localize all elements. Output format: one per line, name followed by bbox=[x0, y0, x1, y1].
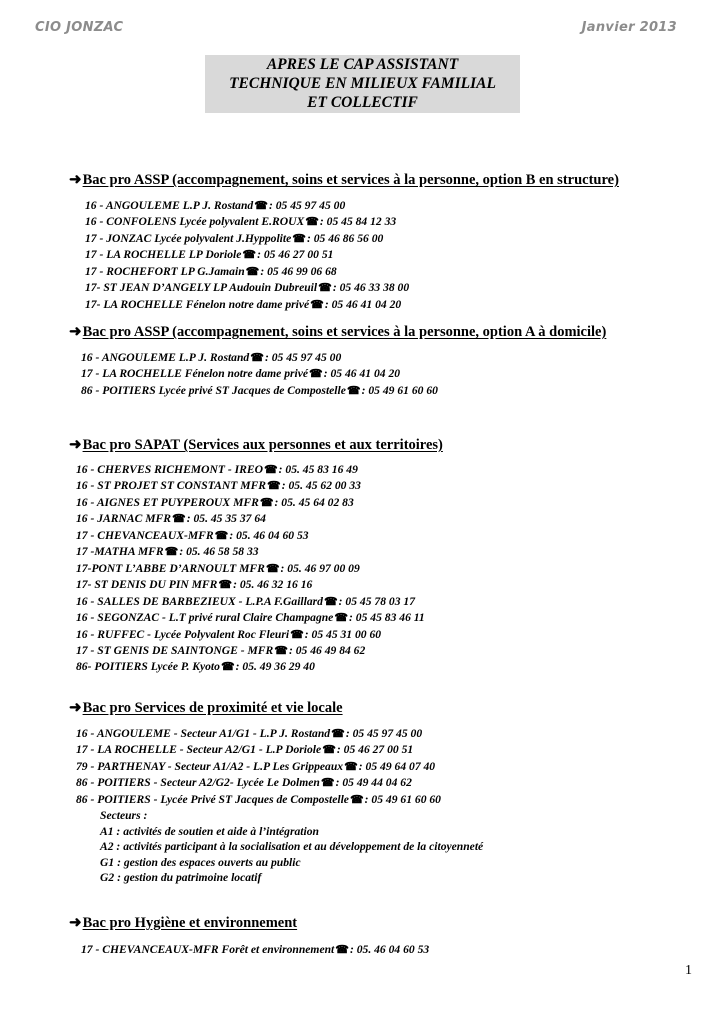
school-name: 17 - JONZAC Lycée polyvalent J.Hyppolite bbox=[85, 231, 292, 245]
phone-number: : 05. 45 64 02 83 bbox=[274, 495, 354, 509]
telephone-icon: ☎ bbox=[309, 368, 323, 381]
telephone-icon: ☎ bbox=[320, 777, 335, 790]
school-entry bbox=[76, 478, 425, 494]
telephone-icon: ☎ bbox=[274, 644, 288, 657]
school-entry bbox=[76, 643, 425, 659]
telephone-icon: ☎ bbox=[263, 464, 278, 476]
school-name: 16 - ST PROJET ST CONSTANT MFR bbox=[76, 479, 267, 493]
school-list bbox=[81, 942, 429, 958]
school-entry bbox=[81, 350, 438, 366]
telephone-icon: ☎ bbox=[318, 282, 332, 295]
school-list bbox=[81, 350, 438, 399]
school-name: 17 - CHEVANCEAUX-MFR Forêt et environnement bbox=[81, 943, 335, 956]
sector-note: G1 : gestion des espaces ouverts au public bbox=[100, 855, 301, 869]
school-name: 17 - ROCHEFORT LP G.Jamain bbox=[85, 264, 245, 278]
phone-number: : 05. 46 04 60 53 bbox=[229, 528, 309, 542]
telephone-icon: ☎ bbox=[172, 513, 186, 526]
telephone-icon: ☎ bbox=[259, 496, 274, 509]
school-name: 16 - ANGOULEME - Secteur A1/G1 - L.P J. Rostand bbox=[76, 727, 331, 740]
phone-number: : 05 46 27 00 51 bbox=[257, 248, 334, 262]
telephone-icon: ☎ bbox=[245, 265, 260, 278]
section-heading bbox=[69, 913, 297, 932]
section-heading-text: Bac pro Services de proximité et vie locale bbox=[82, 700, 343, 716]
section-heading-text: Bac pro ASSP (accompagnement, soins et services à la personne, option A à domicile) bbox=[82, 324, 607, 340]
school-entry bbox=[76, 627, 425, 643]
phone-number: : 05. 45 35 37 64 bbox=[186, 512, 266, 526]
telephone-icon: ☎ bbox=[346, 384, 361, 397]
school-name: 17 - LA ROCHELLE - Secteur A2/G1 - L.P Doriole bbox=[76, 743, 322, 757]
school-entry bbox=[76, 544, 425, 560]
telephone-icon: ☎ bbox=[250, 352, 264, 364]
school-entry bbox=[76, 610, 425, 626]
sector-note: A1 : activités de soutien et aide à l’intégration bbox=[100, 824, 319, 838]
phone-number: : 05 45 31 00 60 bbox=[304, 627, 382, 641]
telephone-icon: ☎ bbox=[322, 744, 336, 757]
school-list bbox=[76, 726, 483, 886]
telephone-icon: ☎ bbox=[323, 595, 338, 608]
school-name: 16 - ANGOULEME L.P J. Rostand bbox=[81, 351, 250, 364]
school-name: 17- LA ROCHELLE Fénelon notre dame privé bbox=[85, 297, 310, 311]
school-name: 17-PONT L’ABBE D’ARNOULT MFR bbox=[76, 561, 265, 575]
school-entry bbox=[76, 659, 425, 675]
phone-number: : 05 46 49 84 62 bbox=[288, 643, 366, 657]
right-arrow-icon: ➜ bbox=[69, 700, 82, 716]
school-entry bbox=[85, 231, 409, 247]
section-heading bbox=[69, 322, 606, 341]
phone-number: : 05 45 83 46 11 bbox=[349, 611, 425, 625]
section-heading-text: Bac pro ASSP (accompagnement, soins et services à la personne, option B en structure) bbox=[82, 172, 619, 188]
school-name: 86 - POITIERS - Lycée Privé ST Jacques de Compostelle bbox=[76, 792, 349, 806]
school-name: 17 -MATHA MFR bbox=[76, 545, 164, 559]
header-right: Janvier 2013 bbox=[581, 20, 677, 35]
phone-number: : 05 45 84 12 33 bbox=[319, 215, 397, 229]
sector-note: G2 : gestion du patrimoine locatif bbox=[100, 871, 262, 885]
school-entry bbox=[76, 495, 425, 511]
phone-number: : 05 46 33 38 00 bbox=[332, 281, 410, 295]
school-name: 16 - AIGNES ET PUYPEROUX MFR bbox=[76, 495, 259, 509]
phone-number: : 05 45 78 03 17 bbox=[338, 594, 415, 608]
school-entry bbox=[81, 383, 438, 399]
school-entry bbox=[76, 462, 425, 478]
school-entry bbox=[76, 511, 425, 527]
phone-number: : 05. 45 62 00 33 bbox=[281, 479, 361, 493]
school-list bbox=[76, 462, 425, 676]
school-entry bbox=[76, 726, 483, 742]
school-name: 16 - ANGOULEME L.P J. Rostand bbox=[85, 199, 254, 212]
header-left: CIO JONZAC bbox=[35, 20, 124, 35]
school-name: 16 - RUFFEC - Lycée Polyvalent Roc Fleuri bbox=[76, 627, 290, 641]
page-number: 1 bbox=[685, 963, 692, 978]
phone-number: : 05 46 41 04 20 bbox=[324, 297, 402, 311]
school-name: 17 - ST GENIS DE SAINTONGE - MFR bbox=[76, 643, 274, 657]
school-entry bbox=[76, 759, 483, 775]
telephone-icon: ☎ bbox=[218, 579, 233, 592]
telephone-icon: ☎ bbox=[344, 760, 358, 773]
right-arrow-icon: ➜ bbox=[69, 172, 82, 188]
school-entry bbox=[81, 942, 429, 958]
school-entry bbox=[85, 297, 409, 313]
school-name: 17- ST JEAN D’ANGELY LP Audouin Dubreuil bbox=[85, 281, 318, 295]
telephone-icon: ☎ bbox=[292, 232, 306, 245]
telephone-icon: ☎ bbox=[267, 480, 281, 493]
telephone-icon: ☎ bbox=[254, 200, 268, 212]
right-arrow-icon: ➜ bbox=[69, 915, 82, 931]
telephone-icon: ☎ bbox=[334, 612, 349, 625]
school-entry bbox=[85, 247, 409, 263]
school-entry bbox=[85, 280, 409, 296]
right-arrow-icon: ➜ bbox=[69, 324, 82, 340]
school-name: 16 - CONFOLENS Lycée polyvalent E.ROUX bbox=[85, 215, 305, 229]
school-name: 79 - PARTHENAY - Secteur A1/A2 - L.P Les Grippeaux bbox=[76, 759, 344, 773]
phone-number: : 05 49 61 60 60 bbox=[364, 792, 441, 806]
phone-number: : 05 49 64 07 40 bbox=[358, 759, 436, 773]
telephone-icon: ☎ bbox=[214, 529, 229, 542]
phone-number: : 05. 46 32 16 16 bbox=[233, 578, 313, 592]
phone-number: : 05 45 97 45 00 bbox=[268, 199, 346, 212]
phone-number: : 05 46 99 06 68 bbox=[260, 264, 337, 278]
school-entry bbox=[76, 594, 425, 610]
school-entry bbox=[76, 577, 425, 593]
telephone-icon: ☎ bbox=[310, 298, 324, 311]
section-heading bbox=[69, 170, 619, 189]
school-entry bbox=[76, 792, 483, 808]
telephone-icon: ☎ bbox=[290, 628, 304, 641]
phone-number: : 05 45 97 45 00 bbox=[264, 351, 342, 364]
phone-number: : 05. 49 36 29 40 bbox=[235, 660, 315, 674]
telephone-icon: ☎ bbox=[349, 793, 364, 806]
telephone-icon: ☎ bbox=[220, 661, 235, 674]
section-heading-text: Bac pro Hygiène et environnement bbox=[82, 915, 298, 931]
phone-number: : 05. 46 97 00 09 bbox=[280, 561, 360, 575]
telephone-icon: ☎ bbox=[331, 728, 345, 740]
phone-number: : 05. 46 04 60 53 bbox=[349, 943, 430, 956]
school-entry bbox=[85, 198, 409, 214]
phone-number: : 05 46 27 00 51 bbox=[336, 743, 414, 757]
school-name: 16 - CHERVES RICHEMONT - IREO bbox=[76, 463, 263, 476]
title-line-2: TECHNIQUE EN MILIEUX FAMILIAL bbox=[229, 75, 496, 92]
phone-number: : 05 46 41 04 20 bbox=[323, 367, 401, 381]
telephone-icon: ☎ bbox=[265, 562, 280, 575]
school-list bbox=[85, 198, 409, 313]
phone-number: : 05. 45 83 16 49 bbox=[278, 463, 358, 476]
school-name: 17 - LA ROCHELLE LP Doriole bbox=[85, 248, 242, 262]
school-entry bbox=[85, 214, 409, 230]
phone-number: : 05 49 44 04 62 bbox=[335, 776, 412, 790]
school-entry bbox=[85, 264, 409, 280]
school-name: 17 - CHEVANCEAUX-MFR bbox=[76, 528, 214, 542]
title-line-1: APRES LE CAP ASSISTANT bbox=[266, 56, 459, 73]
phone-number: : 05. 46 58 58 33 bbox=[179, 545, 259, 559]
school-name: 16 - SEGONZAC - L.T privé rural Claire Champagne bbox=[76, 611, 334, 625]
school-name: 17 - LA ROCHELLE Fénelon notre dame privé bbox=[81, 367, 309, 381]
phone-number: : 05 45 97 45 00 bbox=[345, 727, 423, 740]
section-heading bbox=[69, 698, 343, 717]
page-title bbox=[205, 55, 520, 113]
school-name: 16 - JARNAC MFR bbox=[76, 512, 172, 526]
sector-note: Secteurs : bbox=[100, 809, 148, 823]
school-name: 17- ST DENIS DU PIN MFR bbox=[76, 578, 218, 592]
school-name: 86- POITIERS Lycée P. Kyoto bbox=[76, 660, 220, 674]
school-entry bbox=[76, 742, 483, 758]
school-entry bbox=[76, 561, 425, 577]
telephone-icon: ☎ bbox=[164, 546, 179, 559]
title-line-3: ET COLLECTIF bbox=[307, 94, 418, 111]
telephone-icon: ☎ bbox=[305, 216, 319, 229]
telephone-icon: ☎ bbox=[335, 944, 349, 956]
phone-number: : 05 46 86 56 00 bbox=[306, 231, 384, 245]
school-name: 86 - POITIERS Lycée privé ST Jacques de Compostelle bbox=[81, 383, 346, 397]
school-name: 16 - SALLES DE BARBEZIEUX - L.P.A F.Gaillard bbox=[76, 594, 323, 608]
phone-number: : 05 49 61 60 60 bbox=[361, 383, 438, 397]
school-name: 86 - POITIERS - Secteur A2/G2- Lycée Le Dolmen bbox=[76, 776, 320, 790]
school-entry bbox=[76, 528, 425, 544]
school-entry bbox=[76, 775, 483, 791]
sector-note: A2 : activités participant à la socialisation et au développement de la citoyenneté bbox=[100, 840, 484, 854]
school-entry bbox=[81, 366, 438, 382]
section-heading bbox=[69, 435, 443, 454]
telephone-icon: ☎ bbox=[242, 249, 257, 262]
right-arrow-icon: ➜ bbox=[69, 437, 82, 453]
section-heading-text: Bac pro SAPAT (Services aux personnes et aux territoires) bbox=[82, 437, 443, 453]
